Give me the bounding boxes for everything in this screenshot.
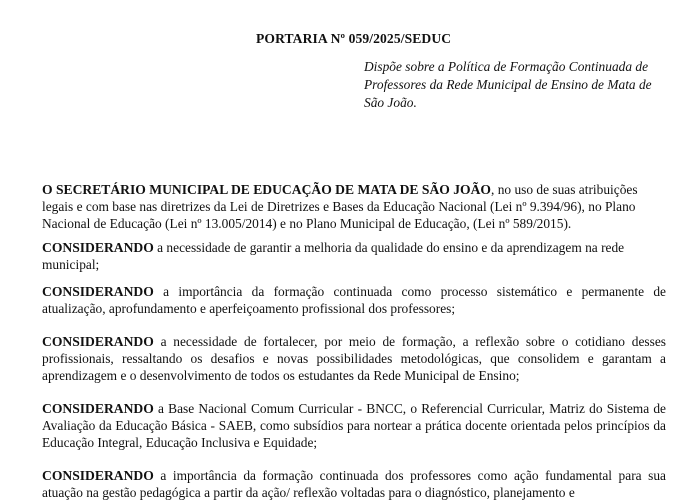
considerando-text: a Base Nacional Comum Curricular - BNCC, o Referencial Curricular, Matriz do Sistema de Avaliação da Educação Básica - SAEB, como subsídios para nortear a prática docente orientada pelos princípios da Educação Integral, Educação Inclusiva e Equidade; [42,401,666,451]
considerando-text: a necessidade de fortalecer, por meio de formação, a reflexão sobre o cotidiano desses profissionais, ressaltando os desafios e novas possibilidades metodológicas, que consolidem e garantam a aprendizagem e o desenvolvimento de todos os estudantes da Rede Municipal de Ensino; [42,334,666,384]
considerando-keyword: CONSIDERANDO [42,401,154,416]
preamble-authority: O SECRETÁRIO MUNICIPAL DE EDUCAÇÃO DE MATA DE SÃO JOÃO [42,182,492,197]
considerando-paragraph [42,283,666,317]
considerando-keyword: CONSIDERANDO [42,284,154,299]
document-title: PORTARIA Nº 059/2025/SEDUC [256,31,452,46]
considerando-text: a necessidade de garantir a melhoria da qualidade do ensino e da aprendizagem na rede municipal; [42,240,625,273]
considerando-text: a importância da formação continuada como processo sistemático e permanente de atualização, aprofundamento e aperfeiçoamento profissional dos professores; [42,284,666,317]
considerando-keyword: CONSIDERANDO [42,240,154,255]
considerando-paragraph [42,467,666,501]
considerando-text: a importância da formação continuada dos professores como ação fundamental para sua atuação na gestão pedagógica a partir da ação/ reflexão voltadas para o diagnóstico, planejamento e [42,468,666,501]
considerando-keyword: CONSIDERANDO [42,468,154,483]
considerando-keyword: CONSIDERANDO [42,334,154,349]
document-ementa: Dispõe sobre a Política de Formação Continuada de Professores da Rede Municipal de Ensino de Mata de São João. [364,59,652,110]
preamble-text: , no uso de suas atribuições legais e com base nas diretrizes da Lei de Diretrizes e Bases da Educação Nacional (Lei nº 9.394/96), no Plano Nacional de Educação (Lei nº 13.005/2014) e no Plano Municipal de Educação, (Lei nº 589/2015). [42,182,638,232]
considerando-paragraph [42,400,666,452]
considerando-paragraph [42,239,666,273]
considerando-paragraph [42,333,666,385]
preamble-paragraph [42,181,666,233]
